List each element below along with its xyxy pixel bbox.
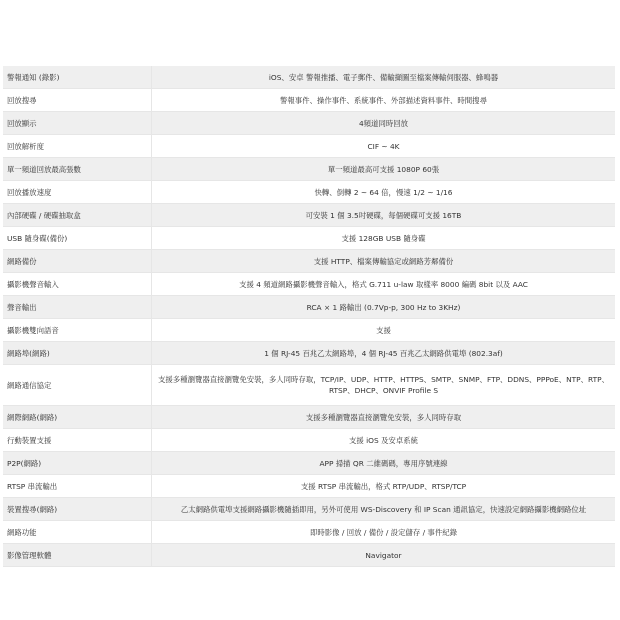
row-label: P2P(網路)	[3, 452, 152, 475]
row-value: 單一頻道最高可支援 1080P 60張	[152, 158, 616, 181]
row-label: 回放顯示	[3, 112, 152, 135]
table-row	[3, 250, 615, 273]
row-value: 可安裝 1 個 3.5吋硬碟，每個硬碟可支援 16TB	[152, 204, 616, 227]
spec-table	[3, 66, 615, 567]
row-value: 支援多種瀏覽器直接瀏覽免安裝，多人同時存取	[152, 406, 616, 429]
row-value: CIF ~ 4K	[152, 135, 616, 158]
row-value: RCA × 1 路輸出 (0.7Vp-p, 300 Hz to 3KHz)	[152, 296, 616, 319]
row-label: 回放搜尋	[3, 89, 152, 112]
row-label: 攝影機聲音輸入	[3, 273, 152, 296]
table-row	[3, 204, 615, 227]
table-row	[3, 544, 615, 567]
row-value: 即時影像 / 回放 / 備份 / 設定儲存 / 事件紀錄	[152, 521, 616, 544]
table-row	[3, 181, 615, 204]
table-row	[3, 227, 615, 250]
row-label: 回放解析度	[3, 135, 152, 158]
table-row	[3, 521, 615, 544]
row-value: 支援 RTSP 串流輸出，格式 RTP/UDP、RTSP/TCP	[152, 475, 616, 498]
row-value: 支援 iOS 及安卓系統	[152, 429, 616, 452]
row-label: 單一頻道回放最高張數	[3, 158, 152, 181]
row-label: 攝影機雙向語音	[3, 319, 152, 342]
table-row	[3, 475, 615, 498]
table-row	[3, 429, 615, 452]
row-label: 影像管理軟體	[3, 544, 152, 567]
row-value: 警報事件、操作事件、系統事件、外部描述資料事件、時間搜尋	[152, 89, 616, 112]
row-label: 警報通知 (錄影)	[3, 66, 152, 89]
row-value: 乙太網路供電埠支援網路攝影機隨插即用，另外可使用 WS-Discovery 和 IP Scan 通訊協定，快速設定網路攝影機網路位址	[152, 498, 616, 521]
row-value: 支援 4 頻道網路攝影機聲音輸入，格式 G.711 u-law 取樣率 8000 編碼 8bit 以及 AAC	[152, 273, 616, 296]
row-label: 網路通信協定	[3, 365, 152, 406]
table-row	[3, 406, 615, 429]
table-row	[3, 135, 615, 158]
table-row	[3, 66, 615, 89]
row-value: 4頻道同時回放	[152, 112, 616, 135]
row-label: 聲音輸出	[3, 296, 152, 319]
row-label: 行動裝置支援	[3, 429, 152, 452]
row-value: iOS、安卓 警報推播、電子郵件、備輸擷圖至檔案傳輸伺服器、蜂鳴器	[152, 66, 616, 89]
row-value: 支援 HTTP、檔案傳輸協定或網路芳鄰備份	[152, 250, 616, 273]
row-value: APP 掃描 QR 二維碼碼，專用序號連線	[152, 452, 616, 475]
table-row	[3, 112, 615, 135]
row-value: 支援	[152, 319, 616, 342]
row-value: 1 個 RJ-45 百兆乙太網路埠，4 個 RJ-45 百兆乙太網路供電埠 (802.3af)	[152, 342, 616, 365]
row-value: 快轉、倒轉 2 ~ 64 倍，慢速 1/2 ~ 1/16	[152, 181, 616, 204]
row-label: RTSP 串流輸出	[3, 475, 152, 498]
row-label: 網路備份	[3, 250, 152, 273]
row-label: 網路功能	[3, 521, 152, 544]
table-row	[3, 319, 615, 342]
table-row	[3, 89, 615, 112]
table-row	[3, 158, 615, 181]
table-row	[3, 296, 615, 319]
table-row	[3, 365, 615, 406]
row-label: 裝置搜尋(網路)	[3, 498, 152, 521]
row-label: 內部硬碟 / 硬碟抽取盒	[3, 204, 152, 227]
table-row	[3, 342, 615, 365]
row-value: 支援多種瀏覽器直接瀏覽免安裝，多人同時存取，TCP/IP、UDP、HTTP、HTTPS、SMTP、SNMP、FTP、DDNS、PPPoE、NTP、RTP、 RTSP、DHCP、ONVIF Profile S	[152, 365, 616, 406]
row-label: 網際網路(網路)	[3, 406, 152, 429]
row-value: 支援 128GB USB 隨身碟	[152, 227, 616, 250]
row-label: 回放播放速度	[3, 181, 152, 204]
table-row	[3, 452, 615, 475]
table-row	[3, 273, 615, 296]
row-label: 網路埠(網路)	[3, 342, 152, 365]
table-row	[3, 498, 615, 521]
row-value: Navigator	[152, 544, 616, 567]
row-label: USB 隨身碟(備份)	[3, 227, 152, 250]
